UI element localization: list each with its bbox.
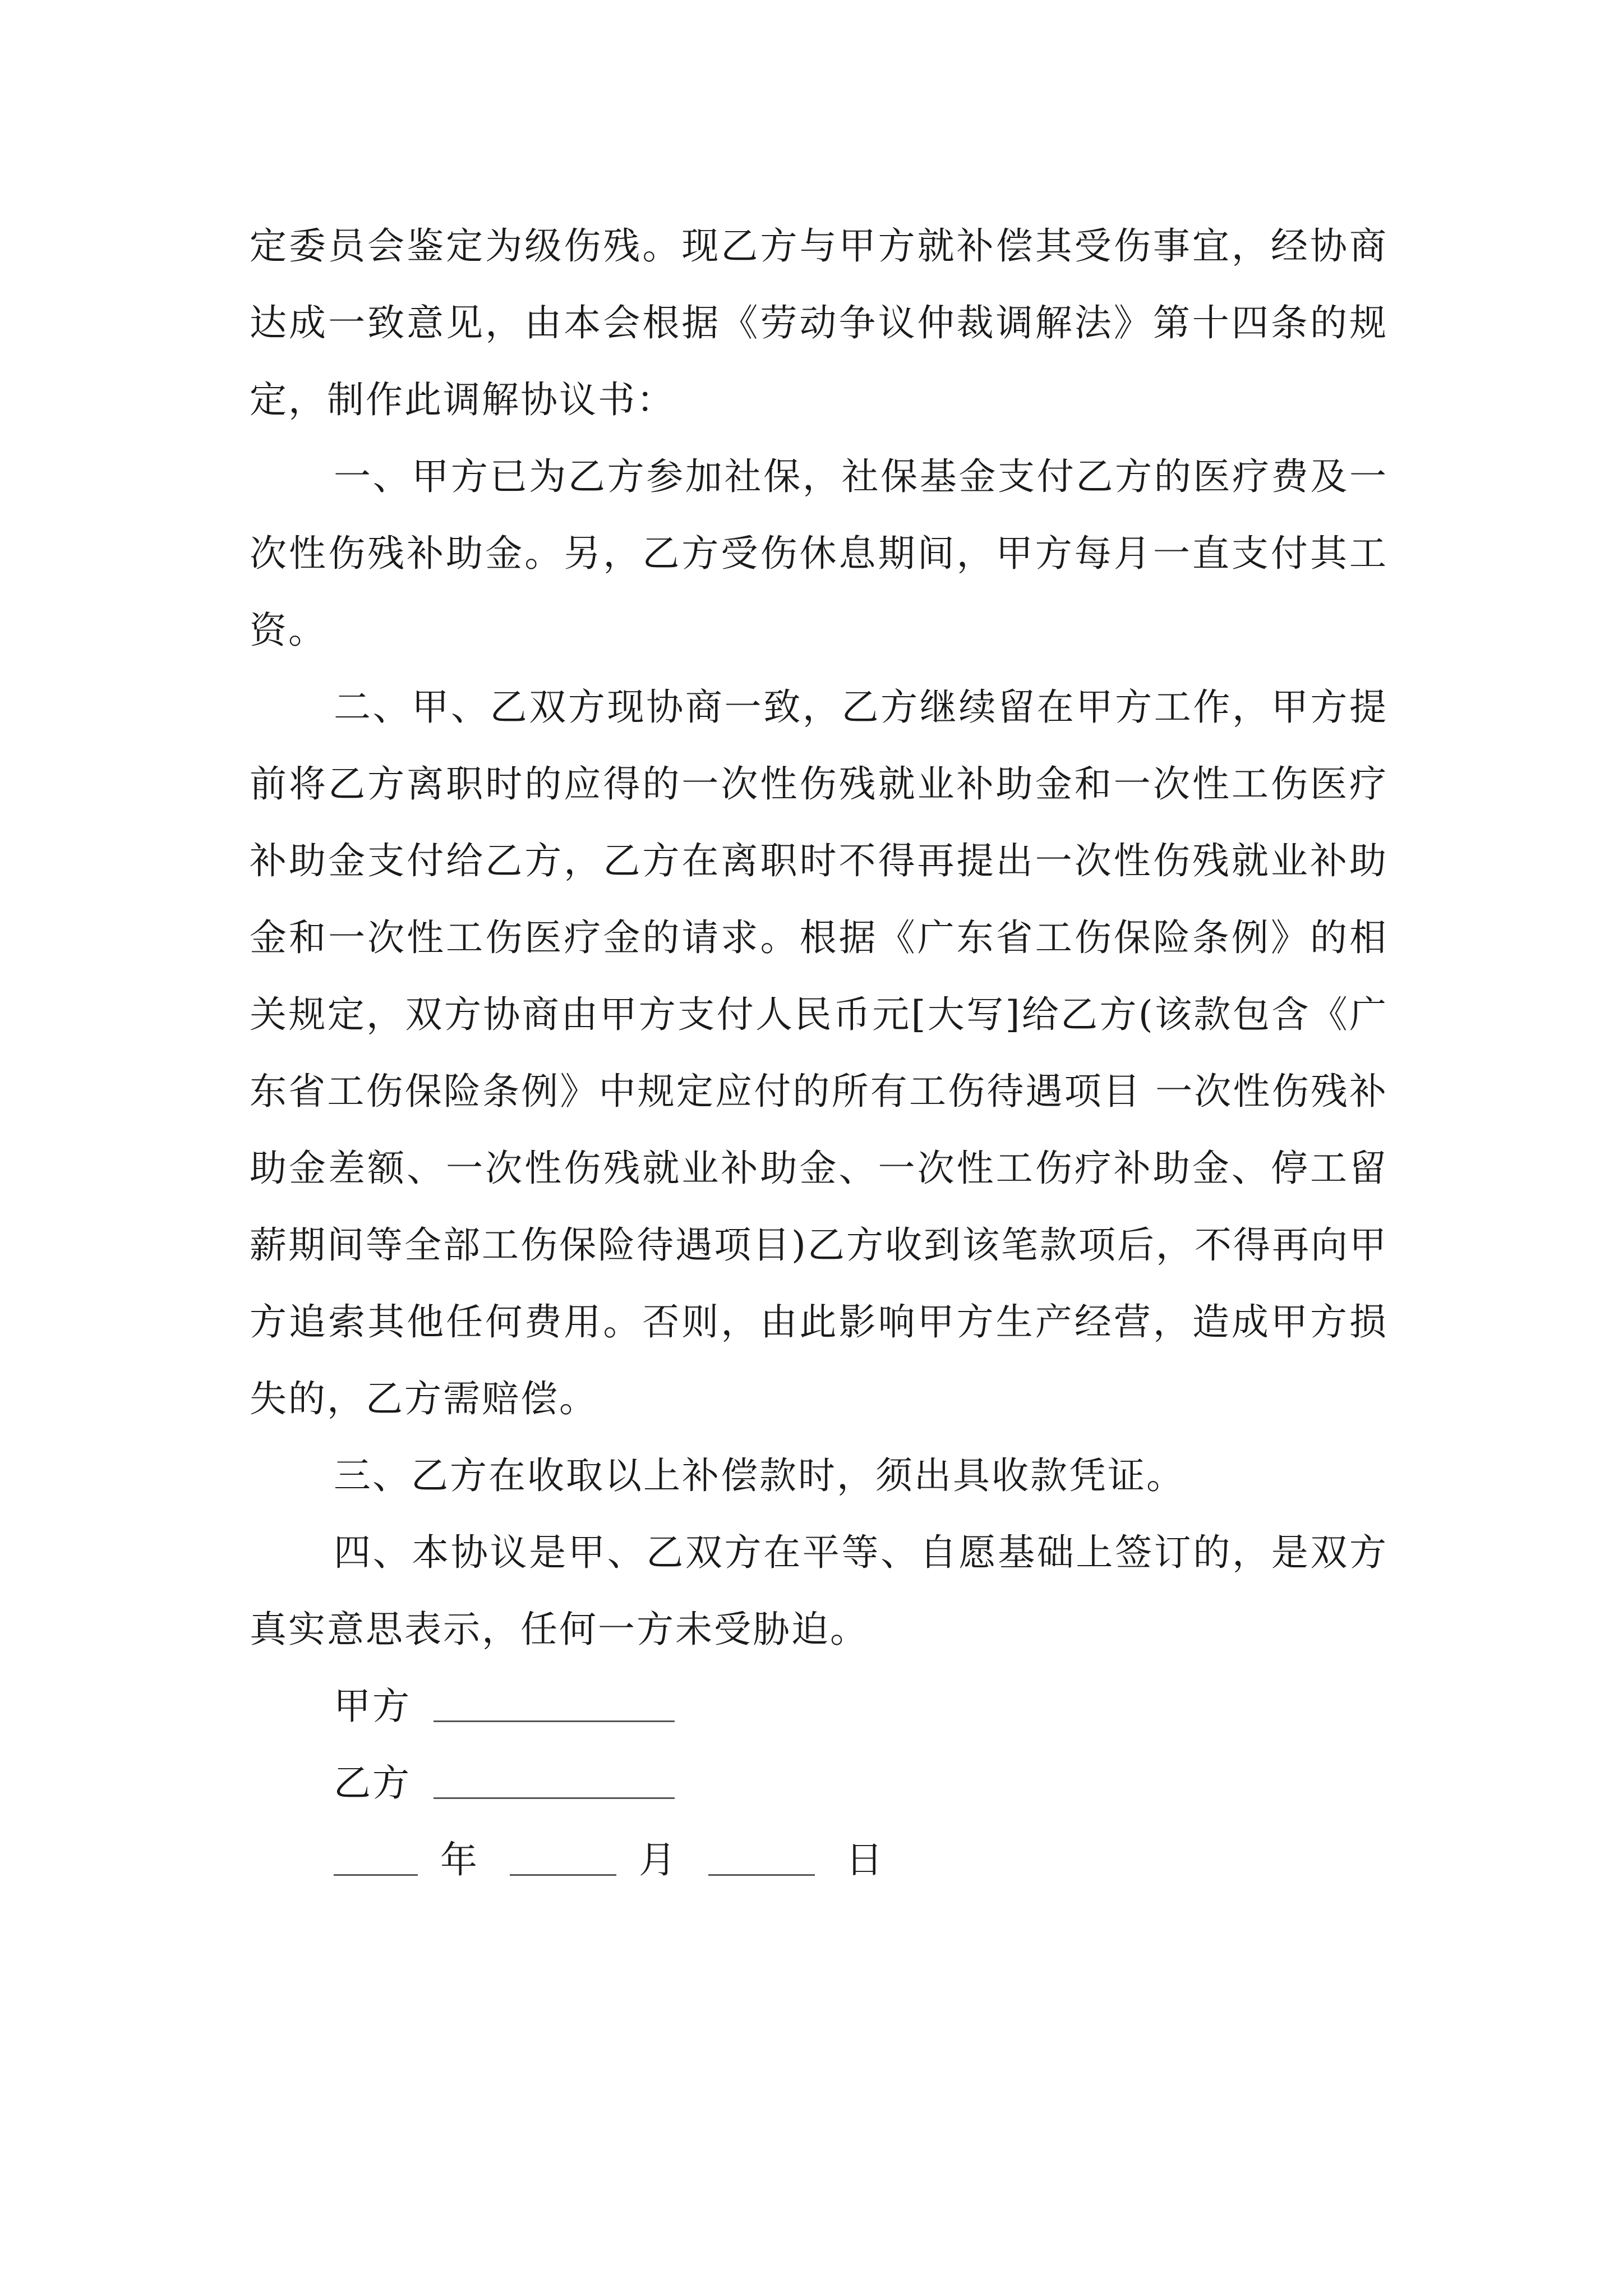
signature-party-b (250, 1745, 1388, 1821)
paragraph-intro: 定委员会鉴定为级伤残。现乙方与甲方就补偿其受伤事宜，经协商达成一致意见，由本会根据《劳动争议仲裁调解法》第十四条的规定，制作此调解协议书： (250, 224, 1388, 421)
signature-date (250, 1821, 1388, 1898)
party-b-blank (434, 1765, 675, 1799)
signature-party-a (250, 1668, 1388, 1745)
paragraph-clause-2: 二、甲、乙双方现协商一致，乙方继续留在甲方工作，甲方提前将乙方离职时的应得的一次性伤残就业补助金和一次性工伤医疗补助金支付给乙方，乙方在离职时不得再提出一次性伤残就业补助金和一次性工伤医疗金的请求。根据《广东省工伤保险条例》的相关规定，双方协商由甲方支付人民币元[大写]给乙方(该款包含《广东省工伤保险条例》中规定应付的所有工伤待遇项目 一次性伤残补助金差额、一次性伤残就业补助金、一次性工伤疗补助金、停工留薪期间等全部工伤保险待遇项目)乙方收到该笔款项后，不得再向甲方追索其他任何费用。否则，由此影响甲方生产经营，造成甲方损失的，乙方需赔偿。 (250, 685, 1388, 1420)
year-blank (334, 1842, 418, 1876)
paragraph-clause-4: 四、本协议是甲、乙双方在平等、自愿基础上签订的，是双方真实意思表示，任何一方未受胁迫。 (250, 1531, 1388, 1651)
party-a-blank (434, 1688, 675, 1722)
party-b-label: 乙方 (334, 1761, 411, 1805)
day-label: 日 (846, 1838, 884, 1881)
party-a-label: 甲方 (334, 1685, 411, 1728)
day-blank (708, 1842, 815, 1876)
paragraph-clause-1: 一、甲方已为乙方参加社保，社保基金支付乙方的医疗费及一次性伤残补助金。另，乙方受伤休息期间，甲方每月一直支付其工资。 (250, 455, 1388, 652)
month-blank (510, 1842, 616, 1876)
month-label: 月 (639, 1838, 677, 1881)
document-body (250, 208, 1388, 1898)
year-label: 年 (440, 1838, 479, 1881)
paragraph-clause-3: 三、乙方在收取以上补偿款时，须出具收款凭证。 (334, 1454, 1185, 1497)
